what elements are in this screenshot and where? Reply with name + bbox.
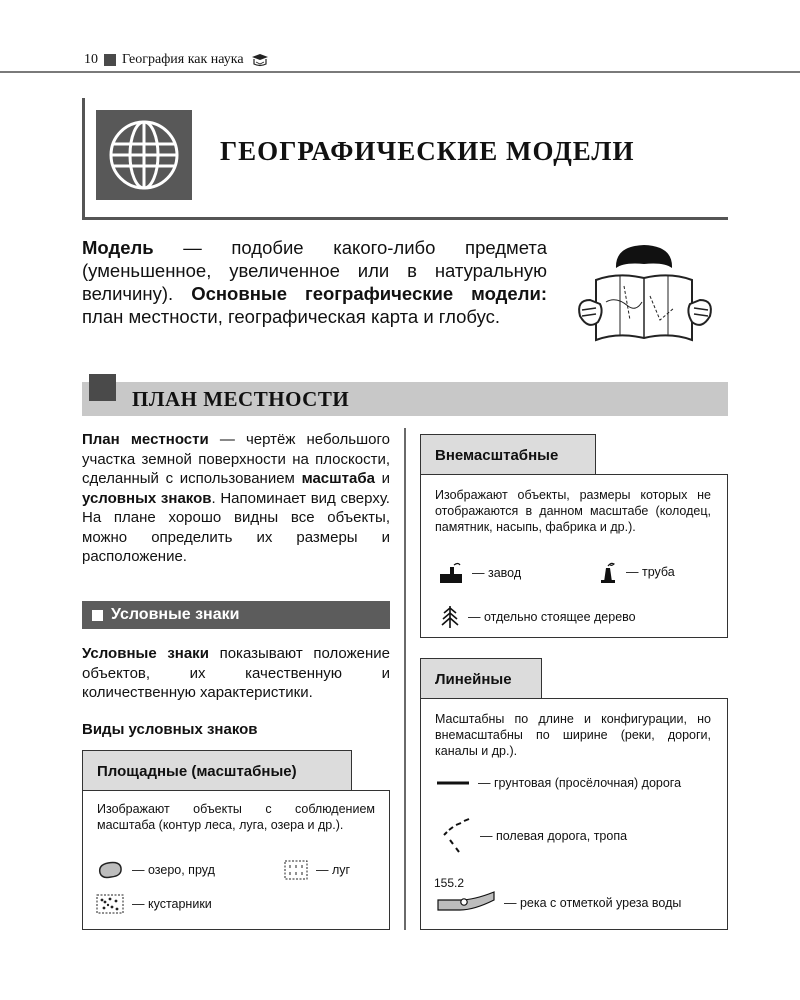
plan-text-3: . Напоминает вид сверху. На плане хорошо видны все объекты, можно определить их размеры и расположение.	[82, 489, 390, 565]
book-icon	[250, 53, 270, 67]
area-signs-tab-label: Площадные (масштабные)	[97, 762, 297, 780]
section-title: ПЛАН МЕСТНОСТИ	[132, 387, 350, 411]
offscale-signs-tab-label: Внемасштабные	[435, 446, 559, 464]
term-signs: условных знаков	[82, 489, 212, 507]
man-with-map-icon	[570, 240, 720, 352]
subsection-bar	[82, 601, 390, 629]
page-header	[84, 52, 270, 68]
linear-signs-desc: Масштабны по длине и конфигурации, но внемасштабны по ширине (реки, дороги, каналы и др.).	[435, 712, 711, 758]
tree-icon	[440, 604, 460, 630]
signs-definition	[82, 644, 390, 703]
term-scale: масштаба	[301, 470, 375, 487]
legend-factory-label: — завод	[472, 566, 522, 580]
bushes-icon	[96, 894, 124, 914]
term-plan: План местности	[82, 431, 209, 448]
legend-dirt-road-label: — грунтовая (просёлочная) дорога	[478, 776, 682, 790]
signs-text: показывают положение объектов, их качественную и количественную характеристики.	[82, 645, 390, 701]
column-divider	[404, 428, 406, 930]
river-icon	[434, 888, 496, 912]
lake-icon	[96, 860, 124, 880]
term-main-models: Основные географические модели:	[191, 283, 548, 304]
dirt-road-icon	[436, 777, 470, 789]
factory-icon	[438, 562, 464, 584]
meadow-icon	[284, 860, 308, 880]
river-symbol	[434, 876, 496, 912]
plan-text-2: и	[374, 470, 391, 487]
intro-paragraph	[82, 236, 547, 328]
legend-bushes-label: — кустарники	[132, 897, 212, 911]
globe-icon	[105, 116, 183, 194]
linear-signs-tab	[420, 658, 542, 699]
subsection-title: Условные знаки	[111, 606, 240, 623]
legend-meadow-label: — луг	[316, 863, 351, 877]
legend-tree	[440, 604, 636, 630]
linear-signs-tab-label: Линейные	[435, 670, 512, 688]
plan-text-1: — чертёж небольшого участка земной поверхности на плоскости, сделанный с использованием	[82, 431, 390, 487]
legend-pipe-label: — труба	[626, 565, 675, 579]
legend-field-road-label: — полевая дорога, тропа	[480, 829, 628, 843]
legend-dirt-road	[436, 776, 681, 790]
pipe-icon	[598, 560, 618, 584]
legend-lake-label: — озеро, пруд	[132, 863, 215, 877]
term-model: Модель	[82, 237, 154, 258]
section-square	[89, 374, 116, 401]
legend-field-road	[436, 818, 627, 854]
header-rule	[0, 71, 800, 73]
page-number: 10	[84, 52, 98, 67]
legend-meadow	[284, 860, 350, 880]
plan-definition	[82, 430, 390, 567]
term-conventional-signs: Условные знаки	[82, 645, 209, 662]
legend-tree-label: — отдельно стоящее дерево	[468, 610, 636, 624]
header-square	[104, 54, 116, 66]
legend-river	[434, 876, 681, 912]
header-section: География как наука	[122, 52, 244, 67]
legend-factory	[438, 562, 521, 584]
subsection-square	[92, 610, 103, 621]
offscale-signs-desc: Изображают объекты, размеры которых не отображаются в данном масштабе (колодец, памятник, насыпь, фабрика и др.).	[435, 488, 711, 534]
globe-badge	[96, 110, 192, 200]
page-title: ГЕОГРАФИЧЕСКИЕ МОДЕЛИ	[220, 136, 635, 166]
field-road-icon	[436, 818, 472, 854]
legend-bushes	[96, 894, 212, 914]
area-signs-tab	[82, 750, 352, 791]
intro-text-1: — подобие какого-либо предмета (уменьшенное, увеличенное или в натуральную величину).	[82, 237, 547, 304]
river-elevation-mark: 155.2	[434, 876, 465, 890]
offscale-signs-tab	[420, 434, 596, 475]
types-heading: Виды условных знаков	[82, 721, 258, 738]
area-signs-desc: Изображают объекты с соблюдением масштаба (контур леса, луга, озера и др.).	[97, 802, 375, 832]
legend-pipe	[598, 560, 675, 584]
legend-river-label: — река с отметкой уреза воды	[504, 896, 682, 910]
legend-lake	[96, 860, 215, 880]
intro-text-2: план местности, географическая карта и глобус.	[82, 306, 501, 327]
